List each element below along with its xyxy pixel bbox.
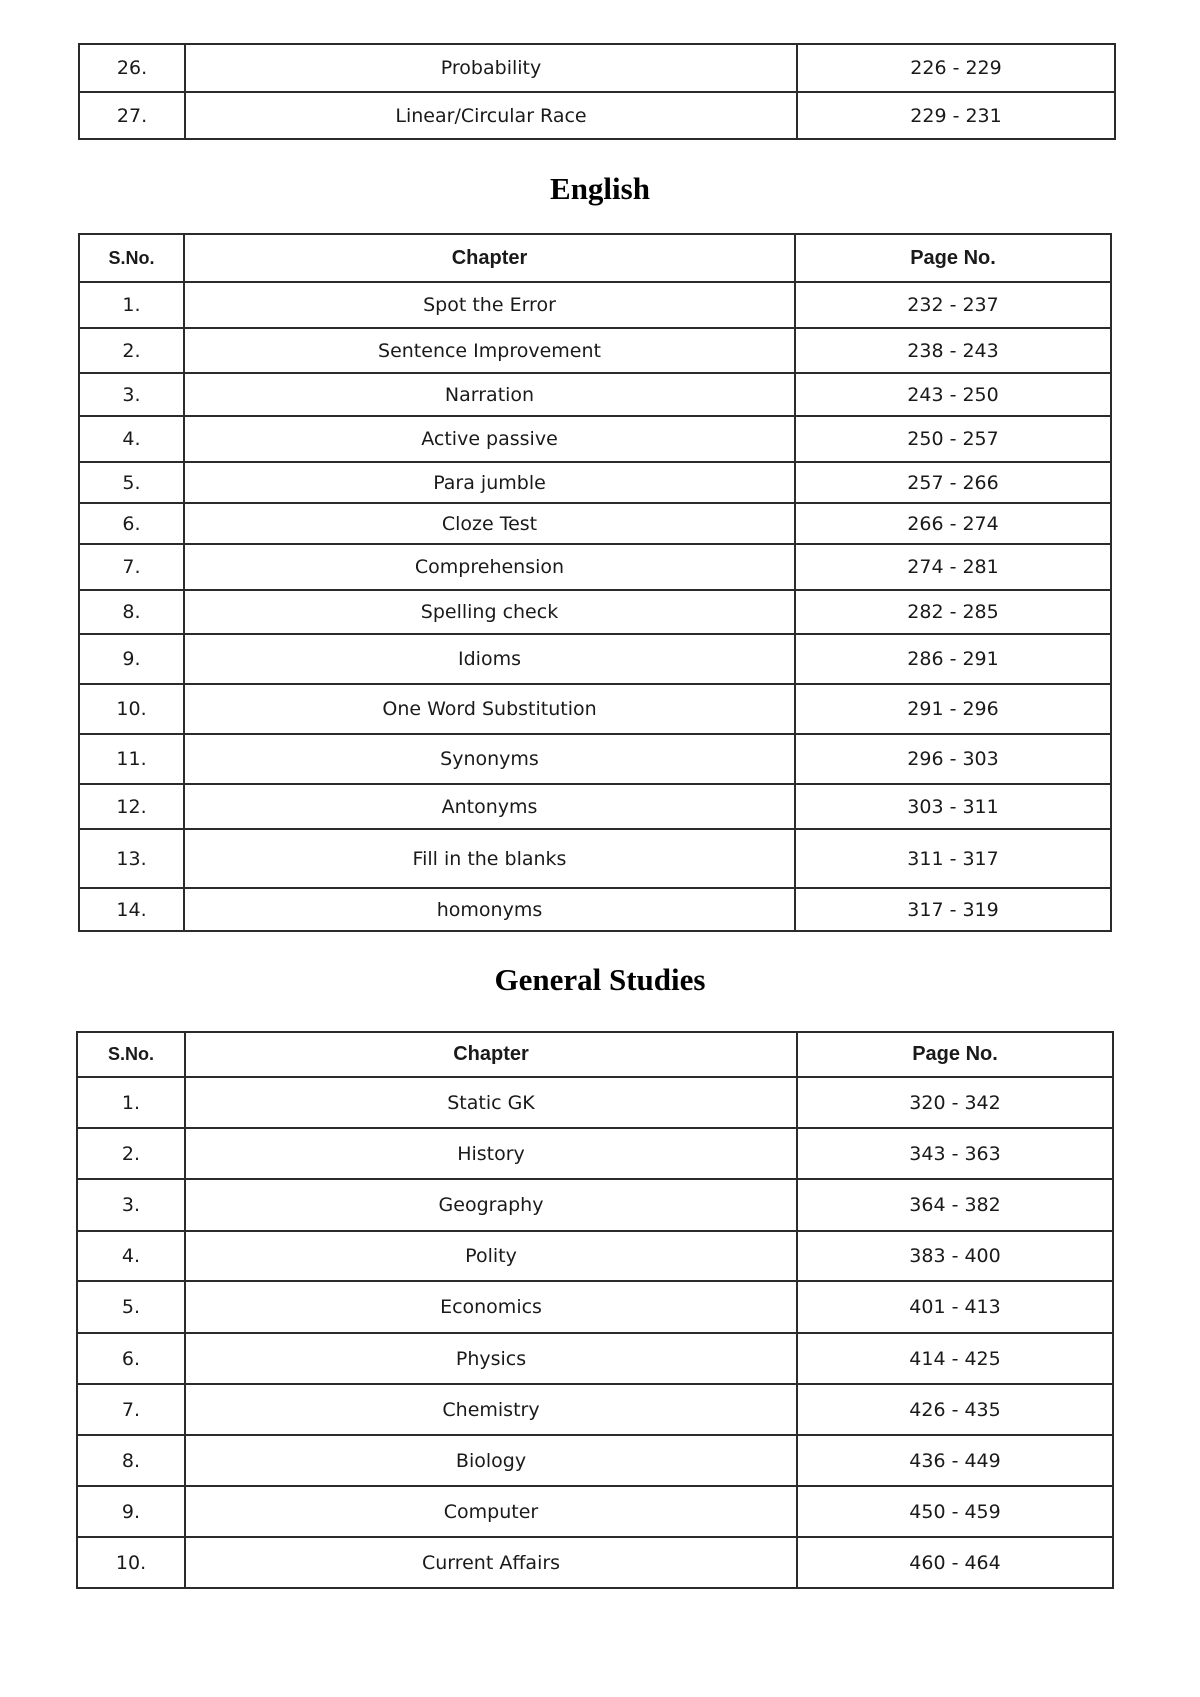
chapter-cell: Para jumble — [184, 462, 795, 503]
table-row — [79, 590, 1111, 634]
table-row — [77, 1384, 1113, 1435]
chapter-cell: Probability — [185, 44, 797, 92]
sno-cell: 7. — [77, 1384, 185, 1435]
pages-cell: 317 - 319 — [795, 888, 1111, 931]
pages-cell: 436 - 449 — [797, 1435, 1113, 1486]
pages-cell: 243 - 250 — [795, 373, 1111, 416]
pages-cell: 414 - 425 — [797, 1333, 1113, 1384]
sno-cell: 10. — [77, 1537, 185, 1588]
sno-cell: 27. — [79, 92, 185, 139]
chapter-header: Chapter — [184, 234, 795, 282]
sno-cell: 4. — [77, 1231, 185, 1281]
table-row — [79, 503, 1111, 544]
table-row — [79, 684, 1111, 734]
pages-cell: 383 - 400 — [797, 1231, 1113, 1281]
pages-cell: 266 - 274 — [795, 503, 1111, 544]
chapter-cell: Spelling check — [184, 590, 795, 634]
chapter-cell: Sentence Improvement — [184, 328, 795, 373]
chapter-cell: One Word Substitution — [184, 684, 795, 734]
sno-cell: 13. — [79, 829, 184, 888]
table-row — [79, 734, 1111, 784]
pages-cell: 450 - 459 — [797, 1486, 1113, 1537]
sno-cell: 1. — [79, 282, 184, 328]
chapter-cell: History — [185, 1128, 797, 1179]
sno-cell: 10. — [79, 684, 184, 734]
chapter-cell: Antonyms — [184, 784, 795, 829]
chapter-cell: Narration — [184, 373, 795, 416]
chapter-cell: Static GK — [185, 1077, 797, 1128]
english-section-title: English — [550, 171, 650, 206]
pages-cell: 401 - 413 — [797, 1281, 1113, 1333]
sno-cell: 5. — [79, 462, 184, 503]
pages-cell: 232 - 237 — [795, 282, 1111, 328]
english-contents-table — [78, 233, 1112, 932]
table-row — [79, 888, 1111, 931]
pages-cell: 286 - 291 — [795, 634, 1111, 684]
pages-cell: 296 - 303 — [795, 734, 1111, 784]
pages-cell: 238 - 243 — [795, 328, 1111, 373]
table-row — [77, 1231, 1113, 1281]
sno-cell: 8. — [77, 1435, 185, 1486]
chapter-cell: Linear/Circular Race — [185, 92, 797, 139]
pages-header: Page No. — [797, 1032, 1113, 1077]
pages-cell: 257 - 266 — [795, 462, 1111, 503]
sno-header: S.No. — [79, 234, 184, 282]
sno-cell: 6. — [77, 1333, 185, 1384]
chapter-cell: Comprehension — [184, 544, 795, 590]
general-studies-contents-table — [76, 1031, 1114, 1589]
pages-cell: 460 - 464 — [797, 1537, 1113, 1588]
chapter-cell: Active passive — [184, 416, 795, 462]
chapter-cell: Spot the Error — [184, 282, 795, 328]
sno-cell: 11. — [79, 734, 184, 784]
sno-cell: 1. — [77, 1077, 185, 1128]
sno-cell: 9. — [79, 634, 184, 684]
pages-cell: 320 - 342 — [797, 1077, 1113, 1128]
pages-cell: 226 - 229 — [797, 44, 1115, 92]
table-row — [79, 328, 1111, 373]
sno-cell: 9. — [77, 1486, 185, 1537]
sno-cell: 3. — [77, 1179, 185, 1231]
sno-cell: 7. — [79, 544, 184, 590]
sno-cell: 6. — [79, 503, 184, 544]
chapter-cell: Geography — [185, 1179, 797, 1231]
sno-cell: 12. — [79, 784, 184, 829]
table-row — [79, 92, 1115, 139]
table-row — [77, 1179, 1113, 1231]
table-row — [79, 784, 1111, 829]
table-header-row — [79, 234, 1111, 282]
sno-cell: 2. — [77, 1128, 185, 1179]
sno-cell: 3. — [79, 373, 184, 416]
chapter-cell: Polity — [185, 1231, 797, 1281]
sno-cell: 5. — [77, 1281, 185, 1333]
pages-cell: 291 - 296 — [795, 684, 1111, 734]
table-row — [77, 1537, 1113, 1588]
sno-cell: 14. — [79, 888, 184, 931]
table-row — [77, 1077, 1113, 1128]
pages-cell: 250 - 257 — [795, 416, 1111, 462]
table-row — [77, 1486, 1113, 1537]
pages-cell: 364 - 382 — [797, 1179, 1113, 1231]
table-header-row — [77, 1032, 1113, 1077]
table-row — [79, 829, 1111, 888]
chapter-cell: Idioms — [184, 634, 795, 684]
chapter-cell: Synonyms — [184, 734, 795, 784]
chapter-cell: Fill in the blanks — [184, 829, 795, 888]
sno-cell: 2. — [79, 328, 184, 373]
pages-cell: 311 - 317 — [795, 829, 1111, 888]
continued-contents-table — [78, 43, 1116, 140]
chapter-cell: Current Affairs — [185, 1537, 797, 1588]
pages-cell: 426 - 435 — [797, 1384, 1113, 1435]
sno-cell: 8. — [79, 590, 184, 634]
table-row — [79, 544, 1111, 590]
chapter-header: Chapter — [185, 1032, 797, 1077]
table-row — [79, 282, 1111, 328]
table-row — [77, 1435, 1113, 1486]
chapter-cell: Biology — [185, 1435, 797, 1486]
pages-cell: 343 - 363 — [797, 1128, 1113, 1179]
table-row — [79, 462, 1111, 503]
table-row — [77, 1128, 1113, 1179]
sno-header: S.No. — [77, 1032, 185, 1077]
chapter-cell: homonyms — [184, 888, 795, 931]
table-row — [79, 634, 1111, 684]
table-row — [79, 373, 1111, 416]
table-row — [79, 44, 1115, 92]
chapter-cell: Physics — [185, 1333, 797, 1384]
pages-header: Page No. — [795, 234, 1111, 282]
sno-cell: 26. — [79, 44, 185, 92]
chapter-cell: Economics — [185, 1281, 797, 1333]
pages-cell: 229 - 231 — [797, 92, 1115, 139]
chapter-cell: Computer — [185, 1486, 797, 1537]
pages-cell: 274 - 281 — [795, 544, 1111, 590]
table-row — [79, 416, 1111, 462]
pages-cell: 282 - 285 — [795, 590, 1111, 634]
table-row — [77, 1333, 1113, 1384]
pages-cell: 303 - 311 — [795, 784, 1111, 829]
chapter-cell: Cloze Test — [184, 503, 795, 544]
sno-cell: 4. — [79, 416, 184, 462]
table-row — [77, 1281, 1113, 1333]
chapter-cell: Chemistry — [185, 1384, 797, 1435]
general-studies-section-title: General Studies — [494, 962, 706, 997]
